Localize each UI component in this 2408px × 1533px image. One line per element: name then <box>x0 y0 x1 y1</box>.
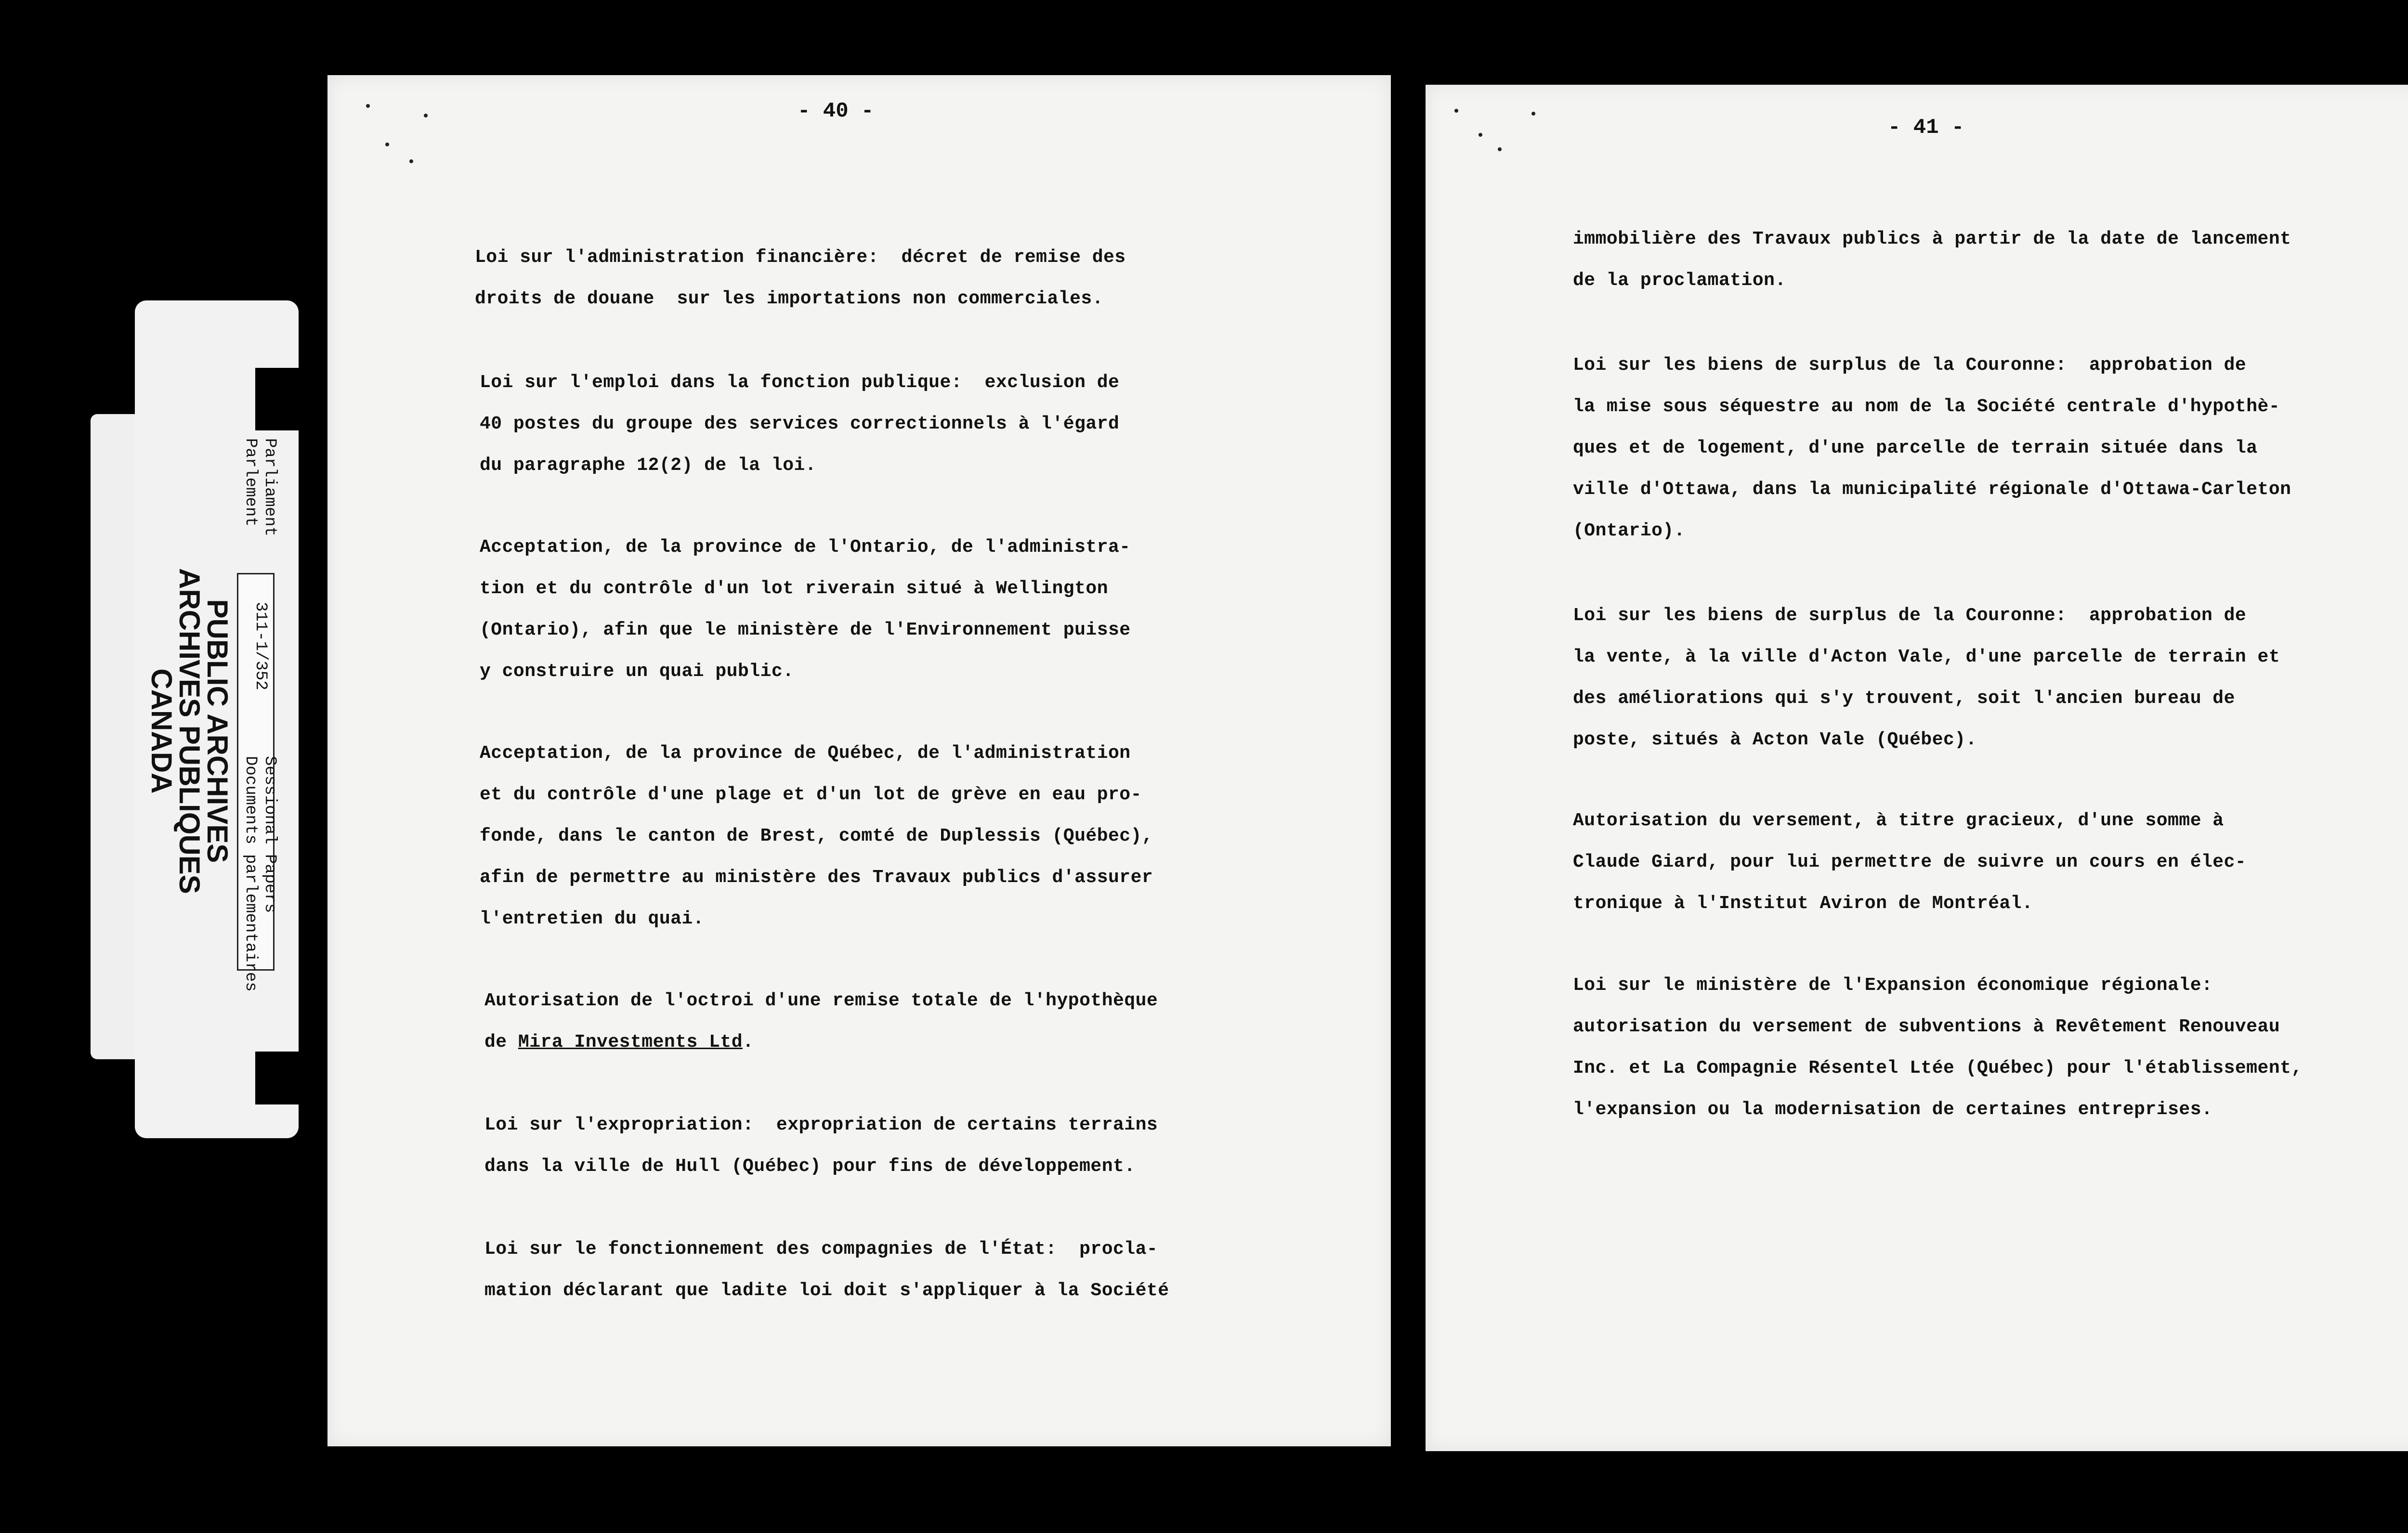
text-line: des améliorations qui s'y trouvent, soit l'ancien bureau de <box>1573 688 2235 709</box>
text-line: ville d'Ottawa, dans la municipalité régionale d'Ottawa-Carleton <box>1573 479 2291 500</box>
document-page-right <box>1426 85 2408 1451</box>
text-line: mation déclarant que ladite loi doit s'appliquer à la Société <box>484 1280 1169 1301</box>
paragraph <box>1573 800 2246 924</box>
text-line: immobilière des Travaux publics à partir de la date de lancement <box>1573 229 2291 249</box>
label-code: 311-1/352 <box>251 602 270 690</box>
text-line: de la proclamation. <box>1573 270 1786 291</box>
label-sessional: Sessional Papers Documents parlementaires <box>241 756 279 992</box>
text-line: Loi sur le ministère de l'Expansion économique régionale: <box>1573 975 2213 996</box>
speck <box>1454 109 1458 113</box>
speck <box>409 159 413 163</box>
paragraph <box>1573 965 2303 1130</box>
text-line: y construire un quai public. <box>480 661 794 682</box>
speck <box>1498 147 1502 151</box>
text-line: ques et de logement, d'une parcelle de terrain située dans la <box>1573 438 2258 458</box>
paragraph <box>1573 219 2291 301</box>
text-line: Autorisation de l'octroi d'une remise totale de l'hypothèque <box>484 990 1158 1011</box>
paragraph <box>480 733 1153 940</box>
text-line: Loi sur l'expropriation: expropriation de certains terrains <box>484 1115 1158 1135</box>
page-number: - 40 - <box>798 99 874 123</box>
label-notch-top <box>255 368 308 430</box>
label-public-archives: PUBLIC ARCHIVES ARCHIVES PUBLIQUES CANADA <box>145 568 234 894</box>
paragraph <box>1573 595 2280 761</box>
paragraph <box>480 527 1131 692</box>
text-line: Loi sur les biens de surplus de la Couronne: approbation de <box>1573 355 2247 376</box>
text-line: (Ontario). <box>1573 520 1686 541</box>
label-parliament: Parliament Parlement <box>241 438 279 537</box>
text-line: dans la ville de Hull (Québec) pour fins de développement. <box>484 1156 1136 1177</box>
text-line: la vente, à la ville d'Acton Vale, d'une parcelle de terrain et <box>1573 647 2280 667</box>
text-line: tronique à l'Institut Aviron de Montréal. <box>1573 893 2033 914</box>
text-suffix: . <box>743 1032 754 1052</box>
paragraph <box>484 1104 1158 1187</box>
paragraph <box>484 980 1158 1063</box>
text-line: Loi sur l'emploi dans la fonction publique: exclusion de <box>480 372 1120 393</box>
text-line: du paragraphe 12(2) de la loi. <box>480 455 817 476</box>
speck <box>1531 112 1535 116</box>
paragraph <box>1573 345 2291 552</box>
text-line: (Ontario), afin que le ministère de l'Environnement puisse <box>480 620 1131 640</box>
text-line: Loi sur l'administration financière: décret de remise des <box>475 247 1126 268</box>
company-name: Mira Investments Ltd <box>518 1032 743 1052</box>
speck <box>424 114 428 117</box>
text-line: la mise sous séquestre au nom de la Société centrale d'hypothè- <box>1573 396 2280 417</box>
paragraph <box>475 237 1126 320</box>
text-line: l'expansion ou la modernisation de certaines entreprises. <box>1573 1099 2213 1120</box>
text-line: Loi sur le fonctionnement des compagnies de l'État: procla- <box>484 1239 1158 1260</box>
page-number: - 41 - <box>1888 116 1964 140</box>
text-line: Acceptation, de la province de l'Ontario, de l'administra- <box>480 537 1131 558</box>
text-line <box>484 1022 1158 1063</box>
label-notch-bottom <box>255 1052 308 1104</box>
text-line: Acceptation, de la province de Québec, de l'administration <box>480 743 1131 764</box>
text-line: Autorisation du versement, à titre gracieux, d'une somme à <box>1573 810 2224 831</box>
text-line: autorisation du versement de subventions à Revêtement Renouveau <box>1573 1016 2280 1037</box>
text-line: Claude Giard, pour lui permettre de suivre un cours en élec- <box>1573 852 2247 872</box>
text-line: Inc. et La Compagnie Résentel Ltée (Québec) pour l'établissement, <box>1573 1058 2303 1078</box>
text-line: afin de permettre au ministère des Travaux publics d'assurer <box>480 867 1153 888</box>
speck <box>366 104 370 108</box>
speck <box>385 143 389 146</box>
text-line: et du contrôle d'une plage et d'un lot de grève en eau pro- <box>480 784 1142 805</box>
paragraph <box>484 1229 1169 1312</box>
text-line: Loi sur les biens de surplus de la Couronne: approbation de <box>1573 605 2247 626</box>
speck <box>1479 133 1482 137</box>
text-line: fonde, dans le canton de Brest, comté de Duplessis (Québec), <box>480 826 1153 846</box>
text-line: 40 postes du groupe des services correctionnels à l'égard <box>480 414 1120 434</box>
text-line: l'entretien du quai. <box>480 909 705 929</box>
paragraph <box>480 362 1119 486</box>
text-prefix: de <box>484 1032 518 1052</box>
text-line: poste, situés à Acton Vale (Québec). <box>1573 729 1977 750</box>
document-page-left <box>327 75 1391 1446</box>
text-line: droits de douane sur les importations non commerciales. <box>475 288 1104 309</box>
text-line: tion et du contrôle d'un lot riverain situé à Wellington <box>480 578 1109 599</box>
